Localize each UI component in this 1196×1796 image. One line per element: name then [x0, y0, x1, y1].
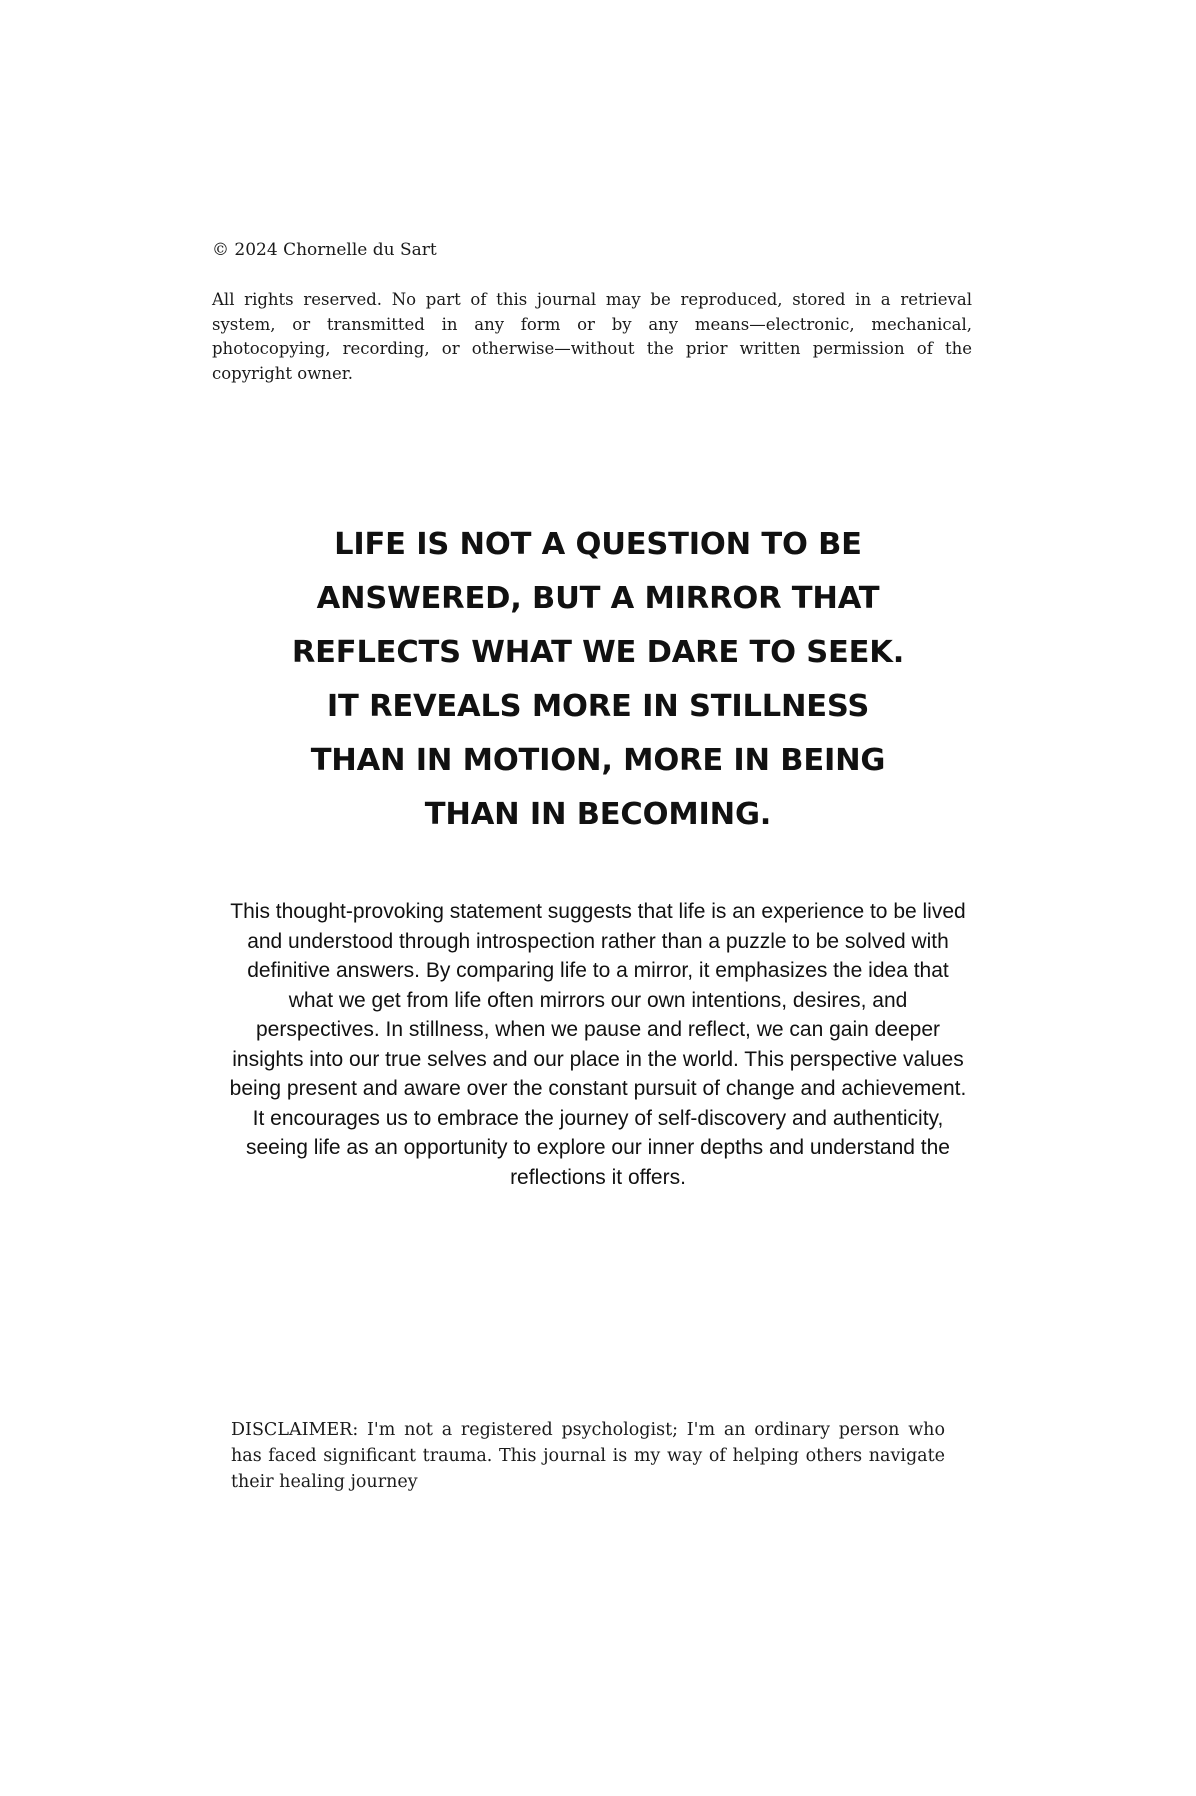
quote-heading [220, 518, 976, 842]
quote-line: REFLECTS WHAT WE DARE TO SEEK. [291, 635, 905, 670]
quote-explanation: This thought-provoking statement suggests that life is an experience to be lived and understood through introspection rather than a puzzle to be solved with definitive answers. By comparing life to a mirror, it emphasizes the idea that what we get from life often mirrors our own intentions, desires, and perspectives. In stillness, when we pause and reflect, we can gain deeper insights into our true selves and our place in the world. This perspective values being present and aware over the constant pursuit of change and achievement. It encourages us to embrace the journey of self-discovery and authenticity, seeing life as an opportunity to explore our inner depths and understand the reflections it offers. [229, 900, 967, 1189]
rights-notice: All rights reserved. No part of this journal may be reproduced, stored in a retrieval system, or transmitted in any form or by any means—electronic, mechanical, photocopying, recording, or otherwise—without the prior written permission of the copyright owner. [212, 290, 972, 383]
copyright-line: © 2024 Chornelle du Sart [212, 240, 437, 260]
disclaimer: DISCLAIMER: I'm not a registered psychologist; I'm an ordinary person who has faced significant trauma. This journal is my way of helping others navigate their healing journey [231, 1420, 945, 1492]
quote-line: ANSWERED, BUT A MIRROR THAT [316, 581, 880, 616]
quote-line: THAN IN BECOMING. [424, 797, 772, 832]
quote-line: LIFE IS NOT A QUESTION TO BE [334, 527, 862, 562]
quote-line: THAN IN MOTION, MORE IN BEING [310, 743, 886, 778]
quote-line: IT REVEALS MORE IN STILLNESS [326, 689, 870, 724]
